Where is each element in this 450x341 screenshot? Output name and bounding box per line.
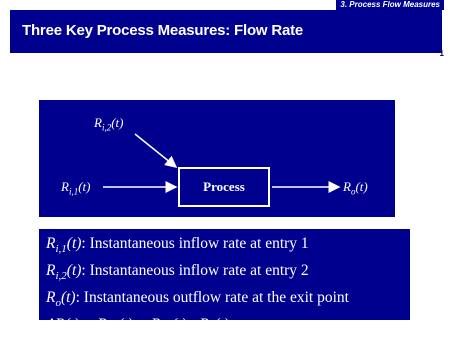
slide-title: Three Key Process Measures: Flow Rate bbox=[22, 22, 304, 39]
flow-balance-equation: $\Delta R(t) = R_{i,1}(t) + R_{i,2}(t) - R_o(t)$ bbox=[46, 316, 229, 337]
section-label: 3. Process Flow Measures bbox=[336, 0, 444, 10]
inflow2-label: $R_{i,2}(t)$ bbox=[94, 115, 124, 133]
definition-inflow2: $R_{i,2}(t)$: Instantaneous inflow rate at entry 2 bbox=[46, 262, 309, 283]
process-label: Process bbox=[203, 179, 245, 194]
process-box bbox=[178, 167, 270, 207]
definition-outflow: $R_o(t)$: Instantaneous outflow rate at the exit point bbox=[46, 289, 349, 310]
title-bar bbox=[10, 10, 442, 53]
page-number: 1 bbox=[439, 49, 444, 58]
definition-inflow1: $R_{i,1}(t)$: Instantaneous inflow rate at entry 1 bbox=[46, 235, 309, 256]
flow-diagram bbox=[39, 100, 395, 217]
definitions-box bbox=[39, 229, 410, 337]
inflow2-arrow bbox=[135, 134, 176, 167]
outflow-label: $R_o(t)$ bbox=[343, 179, 368, 197]
inflow1-label: $R_{i,1}(t)$ bbox=[61, 179, 91, 197]
